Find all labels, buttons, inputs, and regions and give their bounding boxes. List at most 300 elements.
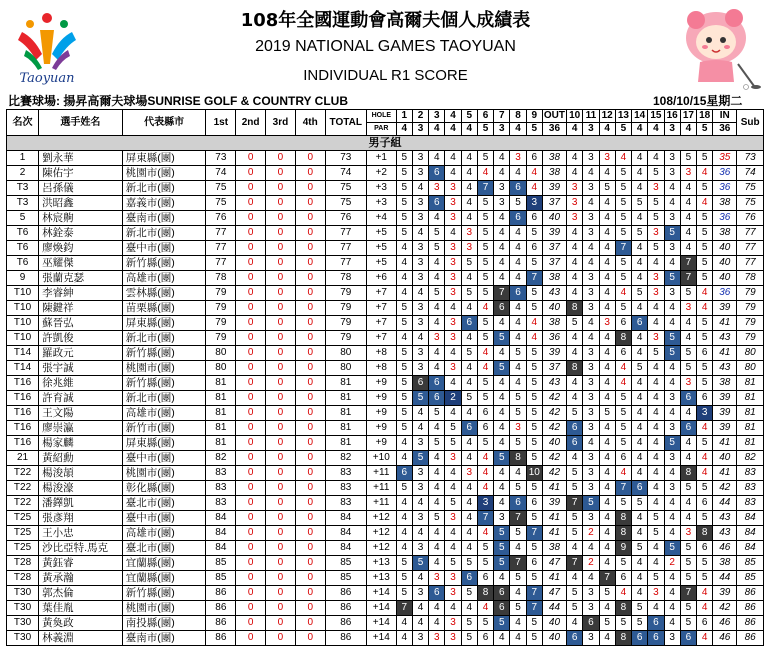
player-name: 巫耀傑 (39, 256, 123, 271)
rank-cell: T30 (7, 616, 39, 631)
county-cell: 高雄市(團) (122, 526, 206, 541)
in-score: 41 (713, 316, 737, 331)
hole-score: 3 (412, 466, 428, 481)
hole-score: 3 (412, 301, 428, 316)
hole-score: 6 (648, 616, 664, 631)
hole-score: 5 (412, 391, 428, 406)
round3-score: 0 (266, 436, 296, 451)
hole-score: 5 (615, 616, 631, 631)
hole-score: 4 (697, 466, 713, 481)
hole-score: 5 (615, 196, 631, 211)
round3-score: 0 (266, 196, 296, 211)
hole-score: 4 (664, 496, 680, 511)
hole-score: 5 (477, 256, 493, 271)
hole-score: 7 (680, 256, 696, 271)
hole-score: 4 (445, 301, 461, 316)
in-score: 44 (713, 496, 737, 511)
hole-score: 5 (477, 241, 493, 256)
in-score: 40 (713, 241, 737, 256)
round2-score: 0 (236, 316, 266, 331)
hole-score: 4 (615, 286, 631, 301)
round1-score: 83 (206, 496, 236, 511)
to-par-cell: +14 (366, 616, 396, 631)
hole-par: 4 (461, 123, 477, 136)
hole-score: 3 (648, 271, 664, 286)
hole-score: 4 (567, 271, 583, 286)
hole-score: 4 (697, 166, 713, 181)
hole-score: 5 (461, 346, 477, 361)
col-name-header: 選手姓名 (39, 110, 123, 136)
hole-score: 5 (526, 421, 542, 436)
hole-score: 5 (429, 286, 445, 301)
hole-score: 6 (648, 631, 664, 646)
hole-score: 3 (412, 586, 428, 601)
player-row (7, 526, 764, 541)
hole-score: 3 (412, 511, 428, 526)
hole-score: 5 (697, 226, 713, 241)
hole-score: 4 (396, 526, 412, 541)
hole-score: 5 (510, 391, 526, 406)
hole-score: 5 (510, 346, 526, 361)
round1-score: 83 (206, 466, 236, 481)
header-row (7, 110, 764, 123)
player-row (7, 271, 764, 286)
sub-score: 82 (737, 451, 764, 466)
rank-cell: T30 (7, 631, 39, 646)
hole-score: 3 (412, 211, 428, 226)
rank-cell: T6 (7, 256, 39, 271)
hole-score: 5 (664, 271, 680, 286)
hole-score: 4 (510, 586, 526, 601)
hole-score: 3 (583, 586, 599, 601)
hole-score: 6 (697, 616, 713, 631)
to-par-cell: +10 (366, 451, 396, 466)
rank-cell: T16 (7, 421, 39, 436)
round3-score: 0 (266, 556, 296, 571)
col-county-header: 代表縣市 (122, 110, 206, 136)
rank-cell: 1 (7, 151, 39, 166)
round4-score: 0 (295, 526, 325, 541)
to-par-cell: +14 (366, 631, 396, 646)
hole-score: 4 (664, 586, 680, 601)
hole-score: 4 (494, 481, 510, 496)
hole-score: 4 (412, 421, 428, 436)
par-label: PAR (366, 123, 396, 136)
hole-score: 6 (632, 316, 648, 331)
hole-score: 3 (429, 331, 445, 346)
to-par-cell: +7 (366, 286, 396, 301)
rank-cell: 21 (7, 451, 39, 466)
round3-score: 0 (266, 331, 296, 346)
hole-score: 5 (632, 226, 648, 241)
in-score: 36 (713, 211, 737, 226)
rank-cell: 9 (7, 271, 39, 286)
total-score: 79 (325, 301, 366, 316)
rank-cell: T22 (7, 481, 39, 496)
county-cell: 高雄市(團) (122, 271, 206, 286)
round2-score: 0 (236, 616, 266, 631)
hole-score: 5 (396, 421, 412, 436)
hole-score: 8 (615, 601, 631, 616)
round3-score: 0 (266, 571, 296, 586)
hole-score: 4 (664, 466, 680, 481)
hole-score: 4 (664, 256, 680, 271)
total-score: 81 (325, 406, 366, 421)
hole-score: 3 (583, 631, 599, 646)
round1-score: 84 (206, 511, 236, 526)
hole-score: 4 (396, 286, 412, 301)
in-score: 39 (713, 391, 737, 406)
rank-cell: T6 (7, 226, 39, 241)
hole-score: 6 (632, 481, 648, 496)
hole-score: 4 (632, 511, 648, 526)
hole-score: 3 (445, 256, 461, 271)
hole-score: 5 (526, 631, 542, 646)
hole-score: 5 (648, 346, 664, 361)
hole-score: 4 (429, 301, 445, 316)
round4-score: 0 (295, 211, 325, 226)
to-par-cell: +9 (366, 406, 396, 421)
round3-score: 0 (266, 241, 296, 256)
col-r1-header: 1st (206, 110, 236, 136)
hole-score: 3 (412, 481, 428, 496)
hole-score: 4 (461, 601, 477, 616)
player-name: 葉佳胤 (39, 601, 123, 616)
county-cell: 臺中市(團) (122, 241, 206, 256)
out-score: 44 (542, 601, 566, 616)
hole-score: 6 (461, 421, 477, 436)
round4-score: 0 (295, 301, 325, 316)
hole-score: 5 (526, 451, 542, 466)
hole-score: 5 (632, 496, 648, 511)
hole-score: 5 (697, 376, 713, 391)
hole-score: 3 (445, 316, 461, 331)
hole-score: 3 (461, 226, 477, 241)
scorecard-table (6, 109, 764, 646)
to-par-cell: +11 (366, 466, 396, 481)
hole-score: 3 (664, 151, 680, 166)
rank-cell: T25 (7, 541, 39, 556)
round2-score: 0 (236, 436, 266, 451)
hole-score: 8 (615, 631, 631, 646)
hole-score: 4 (494, 256, 510, 271)
hole-score: 3 (445, 511, 461, 526)
county-cell: 苗栗縣(團) (122, 301, 206, 316)
round1-score: 77 (206, 241, 236, 256)
hole-score: 5 (526, 346, 542, 361)
hole-par: 4 (632, 123, 648, 136)
hole-score: 4 (583, 541, 599, 556)
hole-par: 4 (396, 123, 412, 136)
hole-score: 4 (648, 466, 664, 481)
out-score: 39 (542, 181, 566, 196)
round2-score: 0 (236, 346, 266, 361)
total-score: 83 (325, 496, 366, 511)
hole-score: 4 (664, 616, 680, 631)
hole-score: 4 (461, 406, 477, 421)
to-par-cell: +13 (366, 571, 396, 586)
hole-score: 5 (680, 286, 696, 301)
hole-score: 4 (494, 166, 510, 181)
hole-score: 3 (412, 436, 428, 451)
hole-score: 4 (461, 361, 477, 376)
hole-score: 7 (526, 601, 542, 616)
hole-par: 5 (477, 123, 493, 136)
hole-score: 3 (412, 166, 428, 181)
hole-score: 5 (494, 361, 510, 376)
hole-score: 6 (510, 211, 526, 226)
hole-score: 4 (412, 286, 428, 301)
sub-score: 75 (737, 181, 764, 196)
round3-score: 0 (266, 151, 296, 166)
hole-score: 4 (664, 316, 680, 331)
hole-score: 3 (648, 226, 664, 241)
hole-score: 5 (510, 406, 526, 421)
hole-score: 5 (396, 406, 412, 421)
hole-score: 5 (697, 241, 713, 256)
hole-score: 4 (648, 556, 664, 571)
hole-par: 4 (567, 123, 583, 136)
hole-score: 4 (599, 556, 615, 571)
sub-score: 86 (737, 616, 764, 631)
hole-score: 6 (510, 181, 526, 196)
hole-score: 4 (648, 151, 664, 166)
sub-score: 78 (737, 271, 764, 286)
total-score: 84 (325, 541, 366, 556)
hole-score: 5 (477, 196, 493, 211)
rank-cell: T10 (7, 331, 39, 346)
hole-score: 6 (526, 151, 542, 166)
round4-score: 0 (295, 556, 325, 571)
hole-score: 6 (680, 421, 696, 436)
rank-cell: T14 (7, 361, 39, 376)
in-score: 44 (713, 571, 737, 586)
player-row (7, 451, 764, 466)
hole-score: 4 (461, 211, 477, 226)
to-par-cell: +11 (366, 496, 396, 511)
player-row (7, 226, 764, 241)
to-par-cell: +1 (366, 151, 396, 166)
round4-score: 0 (295, 286, 325, 301)
hole-score: 4 (429, 466, 445, 481)
hole-score: 6 (494, 301, 510, 316)
hole-score: 3 (429, 571, 445, 586)
hole-score: 5 (477, 316, 493, 331)
round2-score: 0 (236, 211, 266, 226)
out-par: 36 (542, 123, 566, 136)
to-par-cell: +6 (366, 271, 396, 286)
county-cell: 屏東縣(團) (122, 316, 206, 331)
hole-score: 4 (429, 421, 445, 436)
player-name: 陳佑宇 (39, 166, 123, 181)
hole-score: 4 (494, 406, 510, 421)
hole-score: 4 (510, 226, 526, 241)
rank-cell: T16 (7, 376, 39, 391)
sub-score: 80 (737, 346, 764, 361)
rank-cell: T16 (7, 391, 39, 406)
in-score: 36 (713, 181, 737, 196)
total-score: 79 (325, 331, 366, 346)
out-score: 37 (542, 196, 566, 211)
hole-score: 4 (494, 316, 510, 331)
county-cell: 新北市(團) (122, 226, 206, 241)
section-row (7, 136, 764, 151)
hole-score: 3 (648, 181, 664, 196)
hole-score: 4 (396, 271, 412, 286)
hole-score: 6 (697, 541, 713, 556)
round3-score: 0 (266, 211, 296, 226)
player-name: 林宸齁 (39, 211, 123, 226)
total-score: 80 (325, 361, 366, 376)
page-title: 108年全國運動會高爾夫個人成績表 (240, 10, 531, 31)
round1-score: 83 (206, 481, 236, 496)
hole-score: 4 (567, 616, 583, 631)
county-cell: 宜蘭縣(團) (122, 571, 206, 586)
hole-par: 3 (494, 123, 510, 136)
out-score: 47 (542, 556, 566, 571)
hole-score: 4 (461, 541, 477, 556)
hole-score: 5 (526, 571, 542, 586)
hole-score: 5 (697, 256, 713, 271)
player-row (7, 511, 764, 526)
in-score: 38 (713, 376, 737, 391)
hole-score: 4 (599, 436, 615, 451)
player-row (7, 496, 764, 511)
player-row (7, 586, 764, 601)
sub-score: 85 (737, 556, 764, 571)
sub-score: 77 (737, 226, 764, 241)
hole-score: 4 (632, 451, 648, 466)
round2-score: 0 (236, 226, 266, 241)
sub-score: 79 (737, 301, 764, 316)
hole-score: 4 (429, 496, 445, 511)
hole-score: 3 (664, 286, 680, 301)
hole-score: 4 (648, 316, 664, 331)
county-cell: 嘉義市(團) (122, 196, 206, 211)
hole-score: 4 (396, 451, 412, 466)
hole-score: 4 (648, 601, 664, 616)
round3-score: 0 (266, 481, 296, 496)
in-score: 46 (713, 631, 737, 646)
hole-par: 4 (445, 123, 461, 136)
hole-score: 4 (412, 526, 428, 541)
hole-score: 4 (461, 526, 477, 541)
hole-score: 5 (494, 556, 510, 571)
player-name: 黃奐政 (39, 616, 123, 631)
hole-score: 5 (615, 256, 631, 271)
hole-score: 4 (396, 436, 412, 451)
player-row (7, 196, 764, 211)
to-par-cell: +12 (366, 541, 396, 556)
hole-score: 4 (664, 181, 680, 196)
round4-score: 0 (295, 151, 325, 166)
round2-score: 0 (236, 166, 266, 181)
hole-score: 5 (429, 241, 445, 256)
hole-score: 6 (567, 421, 583, 436)
out-score: 40 (542, 436, 566, 451)
hole-score: 5 (494, 541, 510, 556)
hole-score: 4 (697, 601, 713, 616)
player-name: 郭杰倫 (39, 586, 123, 601)
hole-score: 4 (477, 466, 493, 481)
hole-number: 12 (599, 110, 615, 123)
hole-score: 4 (461, 451, 477, 466)
round2-score: 0 (236, 511, 266, 526)
hole-score: 5 (477, 271, 493, 286)
round4-score: 0 (295, 451, 325, 466)
round4-score: 0 (295, 601, 325, 616)
county-cell: 新竹縣(團) (122, 256, 206, 271)
hole-score: 3 (583, 481, 599, 496)
round4-score: 0 (295, 181, 325, 196)
round2-score: 0 (236, 481, 266, 496)
hole-score: 5 (567, 406, 583, 421)
to-par-cell: +14 (366, 601, 396, 616)
hole-score: 3 (567, 211, 583, 226)
out-score: 38 (542, 541, 566, 556)
hole-score: 5 (396, 346, 412, 361)
player-name: 張彥翔 (39, 511, 123, 526)
round2-score: 0 (236, 496, 266, 511)
round3-score: 0 (266, 346, 296, 361)
round2-score: 0 (236, 421, 266, 436)
hole-score: 3 (680, 301, 696, 316)
hole-score: 4 (445, 226, 461, 241)
rank-cell: T25 (7, 511, 39, 526)
hole-score: 6 (567, 436, 583, 451)
out-score: 41 (542, 526, 566, 541)
hole-score: 4 (567, 571, 583, 586)
to-par-cell: +9 (366, 391, 396, 406)
player-name: 羅政元 (39, 346, 123, 361)
hole-score: 4 (648, 481, 664, 496)
hole-score: 4 (567, 166, 583, 181)
hole-score: 4 (510, 631, 526, 646)
hole-score: 5 (632, 541, 648, 556)
hole-score: 3 (583, 511, 599, 526)
hole-score: 5 (664, 541, 680, 556)
hole-score: 4 (412, 616, 428, 631)
player-row (7, 361, 764, 376)
hole-score: 5 (526, 541, 542, 556)
out-score: 42 (542, 406, 566, 421)
hole-score: 4 (567, 331, 583, 346)
hole-score: 5 (697, 481, 713, 496)
hole-par: 5 (697, 123, 713, 136)
hole-score: 7 (526, 526, 542, 541)
sub-score: 83 (737, 466, 764, 481)
hole-par: 4 (648, 123, 664, 136)
hole-score: 4 (494, 226, 510, 241)
sub-score: 77 (737, 241, 764, 256)
hole-score: 5 (697, 331, 713, 346)
hole-score: 3 (583, 151, 599, 166)
hole-score: 5 (632, 196, 648, 211)
hole-score: 4 (494, 346, 510, 361)
svg-text:Taoyuan: Taoyuan (19, 71, 75, 86)
hole-score: 5 (680, 481, 696, 496)
sub-score: 80 (737, 361, 764, 376)
player-row (7, 391, 764, 406)
round2-score: 0 (236, 181, 266, 196)
hole-score: 4 (412, 571, 428, 586)
out-score: 37 (542, 256, 566, 271)
hole-score: 5 (396, 571, 412, 586)
hole-score: 6 (461, 316, 477, 331)
hole-score: 4 (494, 436, 510, 451)
hole-score: 4 (615, 376, 631, 391)
hole-score: 5 (396, 376, 412, 391)
